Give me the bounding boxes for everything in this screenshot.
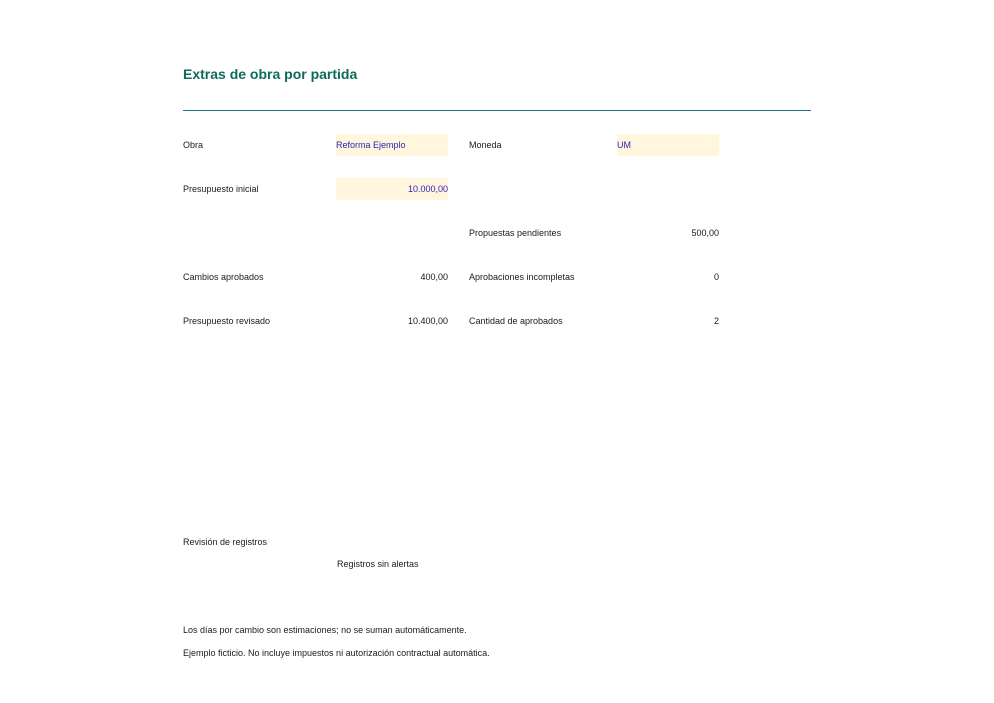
propuestas-pendientes-label: Propuestas pendientes [469, 228, 562, 238]
revision-registros-label: Revisión de registros [183, 537, 268, 547]
presupuesto-inicial-input[interactable]: 10.000,00 [336, 178, 448, 200]
aprobaciones-incompletas-value: 0 [713, 272, 719, 282]
presupuesto-inicial-label: Presupuesto inicial [183, 184, 259, 194]
obra-label: Obra [183, 140, 204, 150]
presupuesto-revisado-value: 10.400,00 [407, 316, 448, 326]
cambios-aprobados-label: Cambios aprobados [183, 272, 264, 282]
aprobaciones-incompletas-label: Aprobaciones incompletas [469, 272, 575, 282]
propuestas-pendientes-value: 500,00 [691, 228, 719, 238]
cantidad-aprobados-label: Cantidad de aprobados [469, 316, 563, 326]
note-dias: Los días por cambio son estimaciones; no se suman automáticamente. [183, 625, 467, 635]
obra-input[interactable]: Reforma Ejemplo [336, 134, 448, 156]
moneda-label: Moneda [469, 140, 502, 150]
title-divider [183, 110, 811, 111]
page-title: Extras de obra por partida [183, 66, 358, 82]
cantidad-aprobados-value: 2 [713, 316, 719, 326]
note-ejemplo: Ejemplo ficticio. No incluye impuestos ni autorización contractual automática. [183, 648, 490, 658]
cambios-aprobados-value: 400,00 [420, 272, 448, 282]
presupuesto-revisado-label: Presupuesto revisado [183, 316, 271, 326]
moneda-input[interactable]: UM [617, 134, 719, 156]
revision-status: Registros sin alertas [337, 559, 419, 569]
